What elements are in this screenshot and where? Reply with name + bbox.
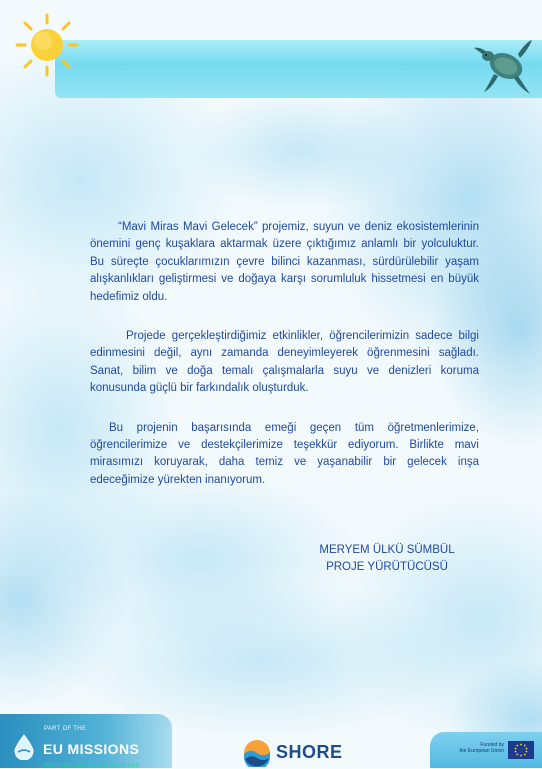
eu-missions-subtitle: RESTORE OUR OCEAN & WATERS [44,763,140,769]
shore-text: SHORE [276,742,343,762]
funded-line-1: Funded by [480,742,504,748]
letter-paragraph-1: “Mavi Miras Mavi Gelecek” projemiz, suyun ve deniz ekosistemlerinin önemini genç kuşaklara aktarmak üzere çıktığımız anlamlı bir yolculuktur. Bu süreçte çocuklarımızın çevre bilinci kazanması, sürdürülebilir yaşam alışkanlıkları geliştirmesi ve doğaya karşı sorumluluk hissetmesi en büyük hedefimiz oldu. [90,221,479,303]
signature-block [312,542,462,577]
water-drop-icon [13,734,35,760]
signature-name: MERYEM ÜLKÜ SÜMBÜL [319,544,455,556]
sea-turtle-icon [468,36,536,98]
funded-by-text [452,742,504,754]
funded-line-2: the European Union [459,748,504,754]
letter-paragraph-2: Projede gerçekleştirdiğimiz etkinlikler, öğrencilerimizin sadece bilgi edinmesini değil, aynı zamanda deneyimleyerek öğrenmesini sağladı. Sanat, bilim ve doğa temalı çalışmalarla suyu ve denizleri koruma konusunda güçlü bir farkındalık oluşturduk. [90,330,479,395]
eu-missions-small-text: PART OF THE [44,726,87,732]
signature-title: PROJE YÜRÜTÜCÜSÜ [326,561,448,574]
shore-wave-logo [243,739,271,767]
letter-paragraph-3: Bu projenin başarısında emeği geçen tüm öğretmenlerimize, öğrencilerimize ve destekçilerimize teşekkür ediyorum. Birlikte mavi mirasımızı koruyarak, daha temiz ve yaşanabilir bir gelecek inşa edeceğimize yürekten inanıyorum. [90,421,479,486]
eu-missions-panel [0,714,172,768]
eu-funded-badge [430,732,542,768]
eu-flag-icon [508,741,534,759]
sun-icon [14,12,80,78]
eu-missions-title: EU MISSIONS [43,741,140,757]
eu-missions-logo [0,706,175,768]
letter-body [90,219,479,511]
shore-logo [243,737,349,767]
